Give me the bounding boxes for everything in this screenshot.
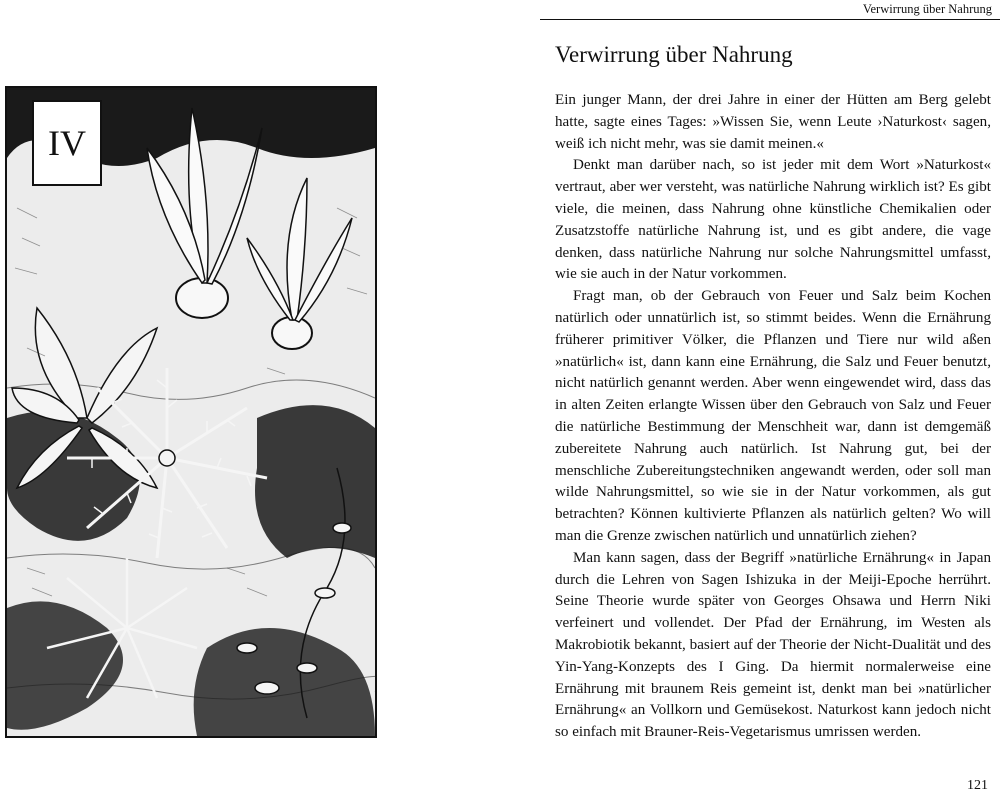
chapter-numeral: IV: [48, 123, 86, 163]
chapter-title: Verwirrung über Nahrung: [555, 42, 793, 67]
paragraph: Ein junger Mann, der drei Jahre in einer der Hütten am Berg gelebt hatte, sagte eines Tages: »Wissen Sie, wenn Leute ›Naturkost‹ sagen, weiß ich nicht mehr, was sie damit meinen.«: [555, 92, 991, 152]
paragraph: Man kann sagen, dass der Begriff »natürliche Ernährung« in Japan durch die Lehren von Sagen Ishizuka in der Meiji-Epoche herrührt. Seine Theorie wurde später von Georges Ohsawa und Herrn Niki verfeinert und vollendet. Der Pfad der Ernährung, im Westen als Makrobiotik bekannt, basiert auf der Theorie der Nicht-Dualität und des Yin-Yang-Konzepts des I Ging. Da hiermit normalerweise eine Ernährung mit braunem Reis gemeint ist, denkt man bei »natürlicher Ernährung« an Vollkorn und Gemüsekost. Naturkost kann jedoch nicht so einfach mit Brauner-Reis-Vegetarismus umrissen werden.: [555, 549, 991, 741]
chapter-numeral-box: [32, 100, 102, 186]
body-text: [555, 90, 991, 744]
paragraph: Denkt man darüber nach, so ist jeder mit dem Wort »Naturkost« vertraut, aber wer versteht, was natürliche Nahrung wirklich ist? Es gibt viele, die meinen, dass Nahrung ohne künstliche Chemikalien oder Zusatzstoffe natürliche Nahrung ist, und es gibt andere, die vage denken, dass natürliche Nahrung nur solche Nahrungsmittel umfasst, wie sie auch in der Natur vorkommen.: [555, 157, 991, 283]
page-number: 121: [967, 778, 988, 793]
running-head-text: Verwirrung über Nahrung: [862, 2, 992, 16]
running-head: [540, 0, 1000, 20]
paragraph: Fragt man, ob der Gebrauch von Feuer und Salz beim Kochen natürlich oder unnatürlich ist, so stimmt beides. Wenn die Ernährung früherer primitiver Völker, die Pflanzen und Tiere nur wild aßen »natürlich« ist, dann kann eine Ernährung, die Salz und Feuer benutzt, nicht natürlich genannt werden. Aber wenn eingewendet wird, dass das in alten Zeiten erlangte Wissen über den Gebrauch von Salz und Feuer die natürliche Bestimmung der Menschheit war, dann ist demgemäß zubereitete Nahrung auch natürlich. Ist Nahrung gut, bei der menschliche Zubereitungstechniken angewandt werden, oder soll man wilde Nahrungsmittel, so wie sie in der Natur vorkommen, als gut betrachten? Können kultivierte Pflanzen als natürlich gelten? Wo will man die Grenze zwischen natürlich und unnatürlich ziehen?: [555, 288, 991, 544]
